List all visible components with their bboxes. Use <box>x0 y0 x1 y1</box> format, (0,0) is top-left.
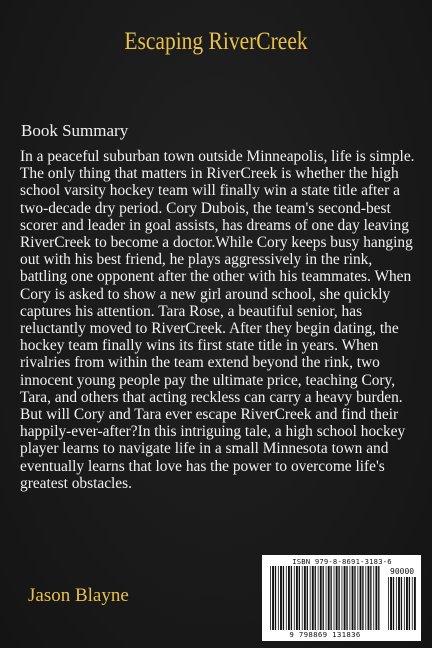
author-name: Jason Blayne <box>28 585 129 606</box>
ean-number: 9 798869 131836 <box>289 630 361 639</box>
isbn-number: ISBN 979-8-8691-3183-6 <box>292 557 392 566</box>
summary-text: In a peaceful suburban town outside Minneapolis, life is simple. The only thing that matters in RiverCreek is whether the high school varsity hockey team will finally win a state title after a two-decade dry period. Cory Dubois, the team's second-best scorer and leader in goal assists, has dreams of one day leaving RiverCreek to become a doctor.While Cory keeps busy hanging out with his best friend, he plays aggressively in the rink, battling one opponent after the other with his teammates. When Cory is asked to show a new girl around school, she quickly captures his attention. Tara Rose, a beautiful senior, has reluctantly moved to RiverCreek. After they begin dating, the hockey team finally wins its first state title in years. When rivalries from within the team extend beyond the rink, two innocent young people pay the ultimate price, teaching Cory, Tara, and others that acting reckless can carry a heavy burden. But will Cory and Tara ever escape RiverCreek and find their happily-ever-after?In this intriguing tale, a high school hockey player learns to navigate life in a small Minnesota town and eventually learns that love has the power to overcome life's greatest obstacles. <box>20 148 415 492</box>
summary-heading: Book Summary <box>21 121 129 140</box>
book-title: Escaping RiverCreek <box>124 28 308 55</box>
price-code: 90000 <box>390 567 415 576</box>
isbn-barcode <box>262 555 421 641</box>
